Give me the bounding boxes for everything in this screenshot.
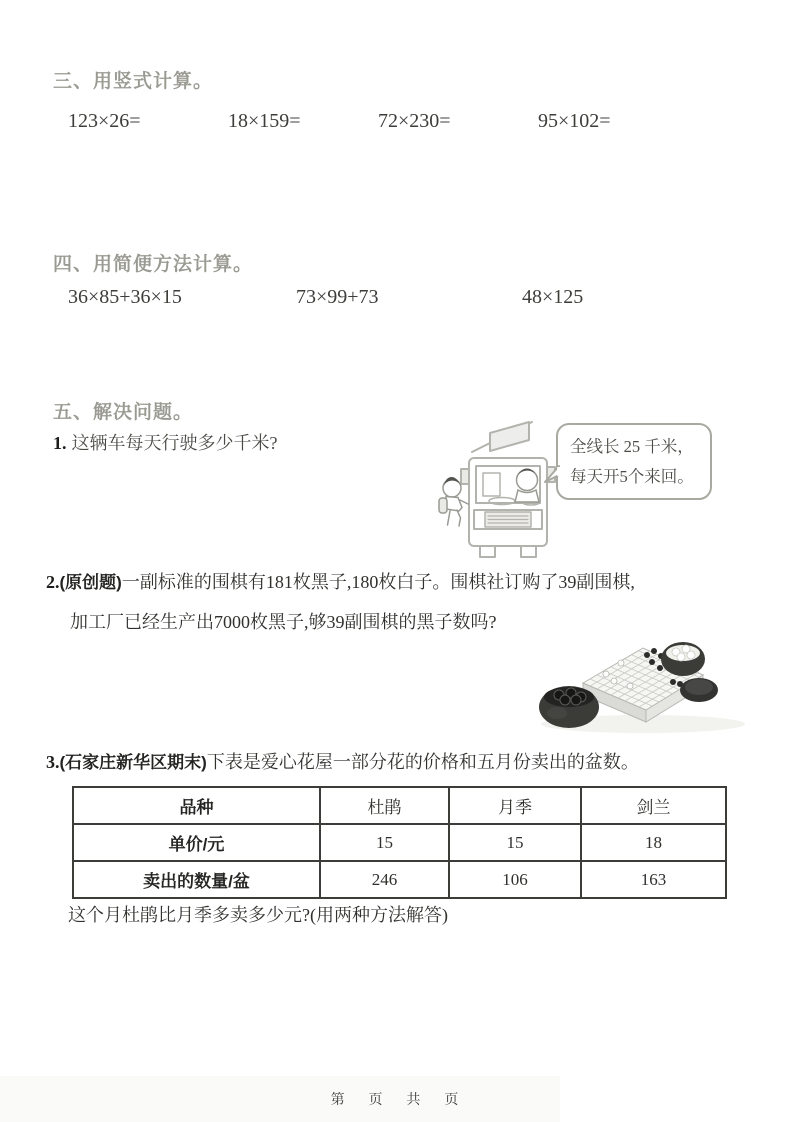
question-2-text-2: 加工厂已经生产出7000枚黑子,够39副围棋的黑子数吗? bbox=[70, 612, 497, 632]
table-cell-price-rose: 15 bbox=[449, 824, 581, 861]
vertical-calc-problem-1: 123×26= bbox=[68, 110, 141, 132]
table-row-unit-price bbox=[73, 824, 726, 861]
speech-bubble-tail bbox=[544, 465, 560, 485]
question-3-intro: 下表是爱心花屋一部分花的价格和五月份卖出的盆数。 bbox=[206, 752, 639, 772]
table-cell-quantity-gladiolus: 163 bbox=[581, 861, 726, 898]
bus-driver-figure bbox=[515, 469, 539, 503]
table-cell-quantity-azalea: 246 bbox=[320, 861, 449, 898]
table-cell-gladiolus: 剑兰 bbox=[581, 787, 726, 824]
table-cell-price-gladiolus: 18 bbox=[581, 824, 726, 861]
question-3-question bbox=[68, 901, 448, 927]
simple-calc-problem-1: 36×85+36×15 bbox=[68, 286, 182, 308]
question-1-text: 这辆车每天行驶多少千米? bbox=[71, 433, 278, 453]
question-2-number: 2. bbox=[46, 572, 60, 592]
bowl-lid bbox=[680, 678, 718, 702]
bus-illustration bbox=[438, 416, 564, 558]
question-1 bbox=[53, 429, 278, 455]
go-board-photo bbox=[533, 628, 763, 738]
go-board-with-stone-bowls-photo bbox=[533, 628, 763, 738]
question-3-tag: (石家庄新华区期末) bbox=[59, 753, 207, 772]
question-2-line-2 bbox=[70, 608, 497, 634]
table-cell-quantity-label: 卖出的数量/盆 bbox=[73, 861, 320, 898]
page-footer: 第 页 共 页 bbox=[330, 1091, 463, 1107]
question-3-question-text: 这个月杜鹃比月季多卖多少元?(用两种方法解答) bbox=[68, 905, 448, 925]
table-cell-azalea: 杜鹃 bbox=[320, 787, 449, 824]
speech-bubble-line-1: 全线长 25 千米， bbox=[570, 437, 694, 456]
vertical-calc-problem-4: 95×102= bbox=[538, 110, 611, 132]
question-2-tag: (原创题) bbox=[59, 573, 122, 592]
simple-calc-problem-3: 48×125 bbox=[522, 286, 584, 308]
question-1-number: 1. bbox=[53, 433, 67, 453]
black-stone-bowl bbox=[539, 686, 599, 728]
speech-bubble bbox=[556, 423, 712, 500]
bus-front-with-driver-and-boarding-child-illustration bbox=[438, 416, 564, 558]
table-cell-rose: 月季 bbox=[449, 787, 581, 824]
simple-calc-problem-2: 73×99+73 bbox=[296, 286, 379, 308]
section-5-title: 五、解决问题。 bbox=[53, 402, 194, 423]
white-stone-bowl bbox=[661, 642, 705, 676]
vertical-calc-problem-3: 72×230= bbox=[378, 110, 451, 132]
speech-bubble-line-2: 每天开5个来回。 bbox=[570, 467, 694, 486]
table-cell-price-label: 单价/元 bbox=[73, 824, 320, 861]
section-4-title: 四、用简便方法计算。 bbox=[53, 254, 254, 275]
flower-price-table bbox=[72, 786, 727, 899]
table-row-quantity bbox=[73, 861, 726, 898]
question-3-number: 3. bbox=[46, 752, 60, 772]
table-row-variety bbox=[73, 787, 726, 824]
table-cell-price-azalea: 15 bbox=[320, 824, 449, 861]
table-cell-quantity-rose: 106 bbox=[449, 861, 581, 898]
question-2-text-1: 一副标准的围棋有181枚黑子,180枚白子。围棋社订购了39副围棋, bbox=[121, 572, 635, 592]
table-cell-variety-label: 品种 bbox=[73, 787, 320, 824]
question-3-line bbox=[46, 748, 639, 774]
vertical-calc-problem-2: 18×159= bbox=[228, 110, 301, 132]
question-2-line-1 bbox=[46, 568, 635, 594]
section-3-title: 三、用竖式计算。 bbox=[53, 71, 214, 92]
